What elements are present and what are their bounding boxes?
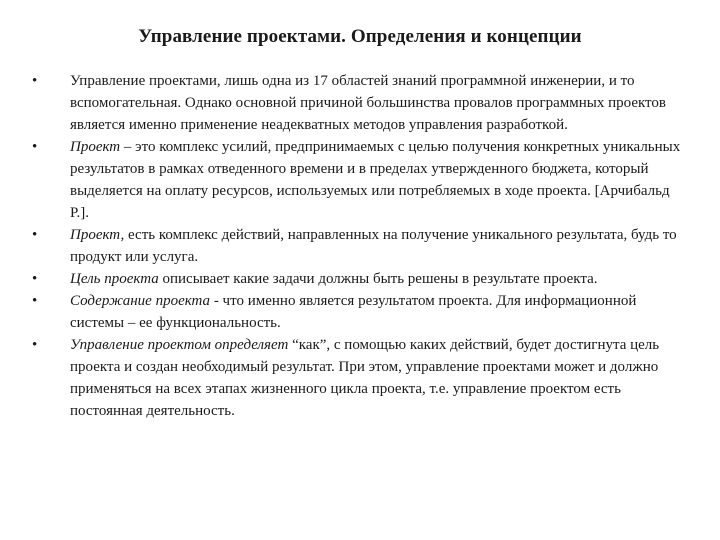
bullet-body: описывает какие задачи должны быть решены в результате проекта. [158,271,598,287]
bullet-marker: • [32,73,38,89]
bullet-item-3 [32,224,692,268]
bullet-body: “как”, с помощью каких действий, будет достигнута цель проекта и создан необходимый результат. При этом, управление проектами может и должно применяться на всех этапах жизненного цикла проекта, т.е. управление проектом есть постоянная деятельность. [70,337,660,419]
bullet-body: Управление проектами, лишь одна из 17 областей знаний программной инженерии, и то вспомогательная. Однако основной причиной большинства провалов программных проектов является именно применение неадекватных методов управления разработкой. [70,73,667,133]
bullet-marker: • [32,271,38,287]
bullet-body: – это комплекс усилий, предпринимаемых с целью получения конкретных уникальных результатов в рамках отведенного времени и в пределах утвержденного бюджета, который выделяется на оплату ресурсов, используемых или потребляемых в ходе проекта. [Арчибальд Р.]. [70,139,681,221]
bullet-text [70,70,692,136]
bullet-text [70,334,692,422]
bullet-item-5 [32,290,692,334]
slide-title: Управление проектами. Определения и концепции [138,26,582,47]
bullet-term: Проект [70,139,121,155]
bullet-text [70,290,692,334]
bullet-text [70,224,692,268]
bullet-body: - что именно является результатом проекта. Для информационной системы – ее функциональность. [70,293,637,331]
bullet-marker: • [32,227,38,243]
bullet-text [70,136,692,224]
bullet-term: Управление проектом определяет [70,337,289,353]
bullet-item-4 [32,268,692,290]
bullet-marker: • [32,139,38,155]
bullet-term: Цель проекта [70,271,159,287]
bullet-item-1 [32,70,692,136]
bullet-term: Содержание проекта [70,293,211,309]
bullet-list [32,70,692,422]
bullet-text [70,268,692,290]
bullet-marker: • [32,337,38,353]
bullet-item-2 [32,136,692,224]
bullet-body: есть комплекс действий, направленных на получение уникального результата, будь то продукт или услуга. [70,227,677,265]
bullet-term: Проект, [70,227,125,243]
bullet-marker: • [32,293,38,309]
bullet-item-6 [32,334,692,422]
